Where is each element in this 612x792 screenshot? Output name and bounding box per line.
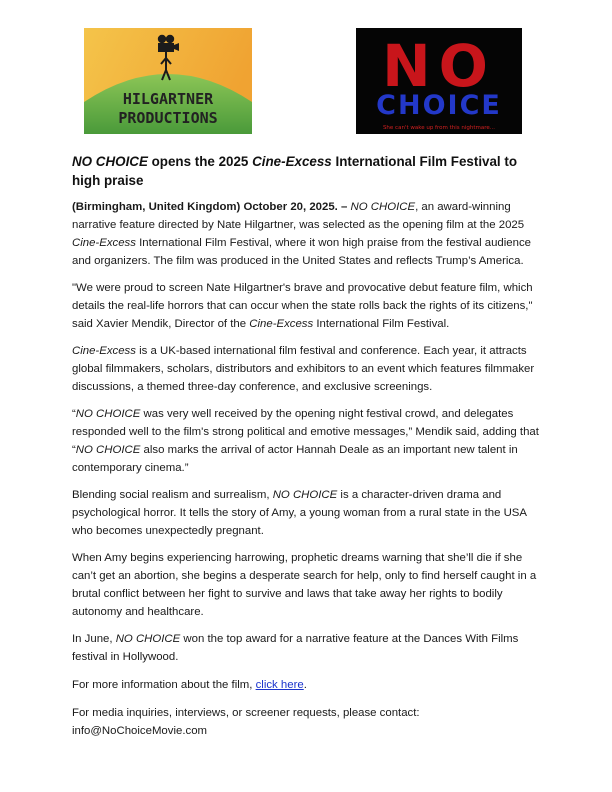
headline-festival-name: Cine-Excess bbox=[252, 154, 332, 169]
film-title: NO CHOICE bbox=[115, 633, 181, 645]
dateline: (Birmingham, United Kingdom) October 20, 2025. – bbox=[72, 201, 348, 213]
text: When Amy begins experiencing harrowing, prophetic dreams warning that she’ll die if she can’t get an abortion, she begins a desperate search for help, only to find herself caught in a brutal conflict between her fight to survive and laws that take away her rights to bodily autonomy and healthcare. bbox=[72, 552, 537, 618]
headline-film-title: NO CHOICE bbox=[72, 154, 148, 169]
text: also marks the arrival of actor Hannah Deale as an important new talent in contemporary cinema.” bbox=[72, 444, 518, 474]
headline-text: International Film Festival to high praise bbox=[72, 154, 518, 188]
svg-text:PRODUCTIONS: PRODUCTIONS bbox=[118, 109, 218, 127]
text: In June, bbox=[72, 633, 116, 645]
text: For more information about the film, bbox=[72, 679, 256, 691]
text: . bbox=[303, 679, 307, 691]
text: International Film Festival. bbox=[313, 318, 450, 330]
hilgartner-productions-logo bbox=[84, 28, 252, 134]
paragraph-plot bbox=[72, 549, 542, 621]
text: Blending social realism and surrealism, bbox=[72, 489, 273, 501]
text: International Film Festival, where it won high praise from the festival audience and organizers. The film was produced in the United States and reflects Trump’s America. bbox=[72, 237, 532, 267]
text: is a UK-based international film festival and conference. Each year, it attracts global filmmakers, scholars, distributors and exhibitors to an event which features filmmaker discussions, a themed three-day conference, and exclusive screenings. bbox=[72, 345, 535, 393]
paragraph-festival-about bbox=[72, 342, 542, 396]
headline-text: opens the 2025 bbox=[147, 154, 253, 169]
paragraph-more-info bbox=[72, 676, 542, 694]
text: “ bbox=[72, 408, 76, 420]
svg-text:NO: NO bbox=[382, 32, 496, 100]
text: was very well received by the opening night festival crowd, and delegates responded well to the film's strong political and emotive messages,” Mendik said, adding that “ bbox=[72, 408, 539, 456]
festival-name: Cine-Excess bbox=[249, 318, 314, 330]
film-title: NO CHOICE bbox=[75, 444, 141, 456]
text: "We were proud to screen Nate Hilgartner's brave and provocative debut feature film, which details the real-life horrors that can occur when the state rolls back the rights of its citizens," said Xavier Mendik, Director of the bbox=[72, 282, 533, 330]
svg-text:She can't wake up from this ni: She can't wake up from this nightmare... bbox=[382, 125, 496, 131]
text: For media inquiries, interviews, or screener requests, please contact: bbox=[72, 707, 420, 719]
film-title: NO CHOICE bbox=[75, 408, 141, 420]
paragraph-intro bbox=[72, 198, 542, 270]
contact-email: info@NoChoiceMovie.com bbox=[72, 725, 208, 737]
paragraph-quote-mendik bbox=[72, 279, 542, 333]
headline bbox=[72, 152, 542, 190]
paragraph-contact bbox=[72, 704, 542, 740]
svg-text:CHOICE: CHOICE bbox=[376, 90, 502, 121]
paragraph-award bbox=[72, 630, 542, 666]
svg-text:HILGARTNER: HILGARTNER bbox=[122, 90, 214, 108]
text: , an award-winning narrative feature directed by Nate Hilgartner, was selected as the opening film at the 2025 bbox=[72, 201, 525, 231]
press-release-body bbox=[72, 152, 542, 749]
festival-name: Cine-Excess bbox=[72, 237, 136, 249]
no-choice-logo bbox=[356, 28, 522, 134]
film-title: NO CHOICE bbox=[350, 201, 416, 213]
festival-name: Cine-Excess bbox=[72, 345, 136, 357]
text: is a character-driven drama and psychological horror. It tells the story of Amy, a young woman from a rural state in the USA who becomes unexpectedly pregnant. bbox=[72, 489, 527, 537]
paragraph-reception bbox=[72, 405, 542, 477]
paragraph-synopsis bbox=[72, 486, 542, 540]
film-title: NO CHOICE bbox=[272, 489, 338, 501]
text: won the top award for a narrative feature at the Dances With Films festival in Hollywood. bbox=[72, 633, 519, 663]
click-here-link[interactable]: click here bbox=[255, 679, 304, 691]
